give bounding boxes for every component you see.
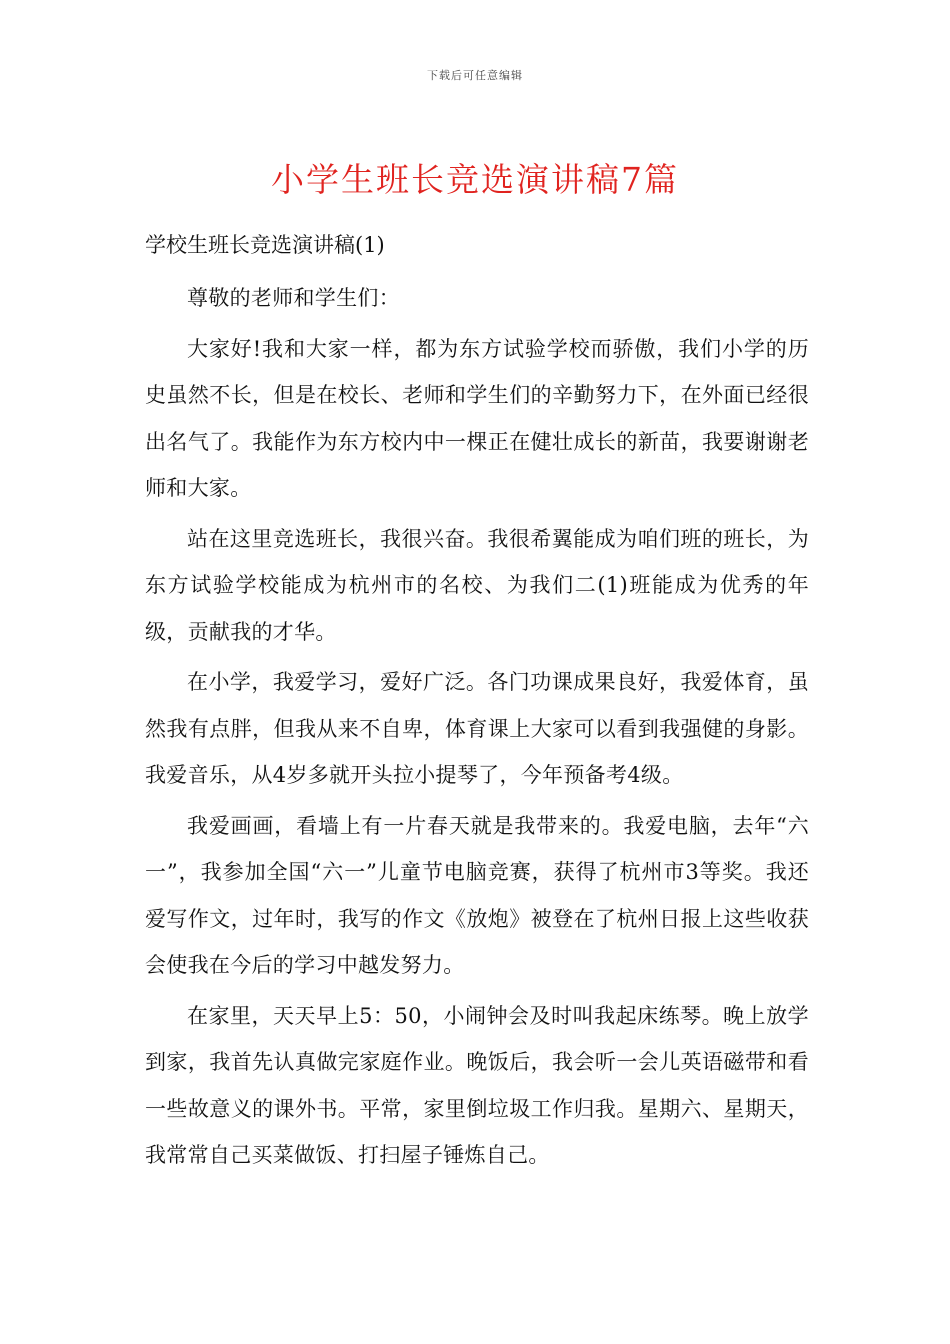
download-note: 下载后可任意编辑 — [427, 69, 523, 82]
speech-body — [145, 275, 809, 1179]
paragraph-home-life: 在家里，天天早上5：50，小闹钟会及时叫我起床练琴。晚上放学到家，我首先认真做完家庭作业。晚饭后，我会听一会儿英语磁带和看一些故意义的课外书。平常，家里倒垃圾工作归我。星期六、星期天，我常常自己买菜做饭、打扫屋子锤炼自己。 — [145, 1003, 809, 1167]
section-heading: 学校生班长竞选演讲稿(1) — [145, 233, 385, 257]
paragraph-hobbies: 在小学，我爱学习，爱好广泛。各门功课成果良好，我爱体育，虽然我有点胖，但我从来不自卑，体育课上大家可以看到我强健的身影。我爱音乐，从4岁多就开头拉小提琴了，今年预备考4级。 — [145, 670, 809, 787]
paragraph-greeting: 尊敬的老师和学生们： — [187, 286, 400, 310]
paragraph-candidacy: 站在这里竞选班长，我很兴奋。我很希翼能成为咱们班的班长，为东方试验学校能成为杭州市的名校、为我们二(1)班能成为优秀的年级，贡献我的才华。 — [145, 526, 809, 644]
document-title: 小学生班长竞选演讲稿7篇 — [271, 160, 679, 200]
paragraph-introduction: 大家好!我和大家一样，都为东方试验学校而骄傲，我们小学的历史虽然不长，但是在校长、老师和学生们的辛勤努力下，在外面已经很出名气了。我能作为东方校内中一棵正在健壮成长的新苗，我要谢谢老师和大家。 — [145, 336, 809, 500]
paragraph-achievements: 我爱画画，看墙上有一片春天就是我带来的。我爱电脑，去年“六一”，我参加全国“六一”儿童节电脑竞赛，获得了杭州市3等奖。我还爱写作文，过年时，我写的作文《放炮》被登在了杭州日报上这些收获会使我在今后的学习中越发努力。 — [145, 813, 809, 977]
